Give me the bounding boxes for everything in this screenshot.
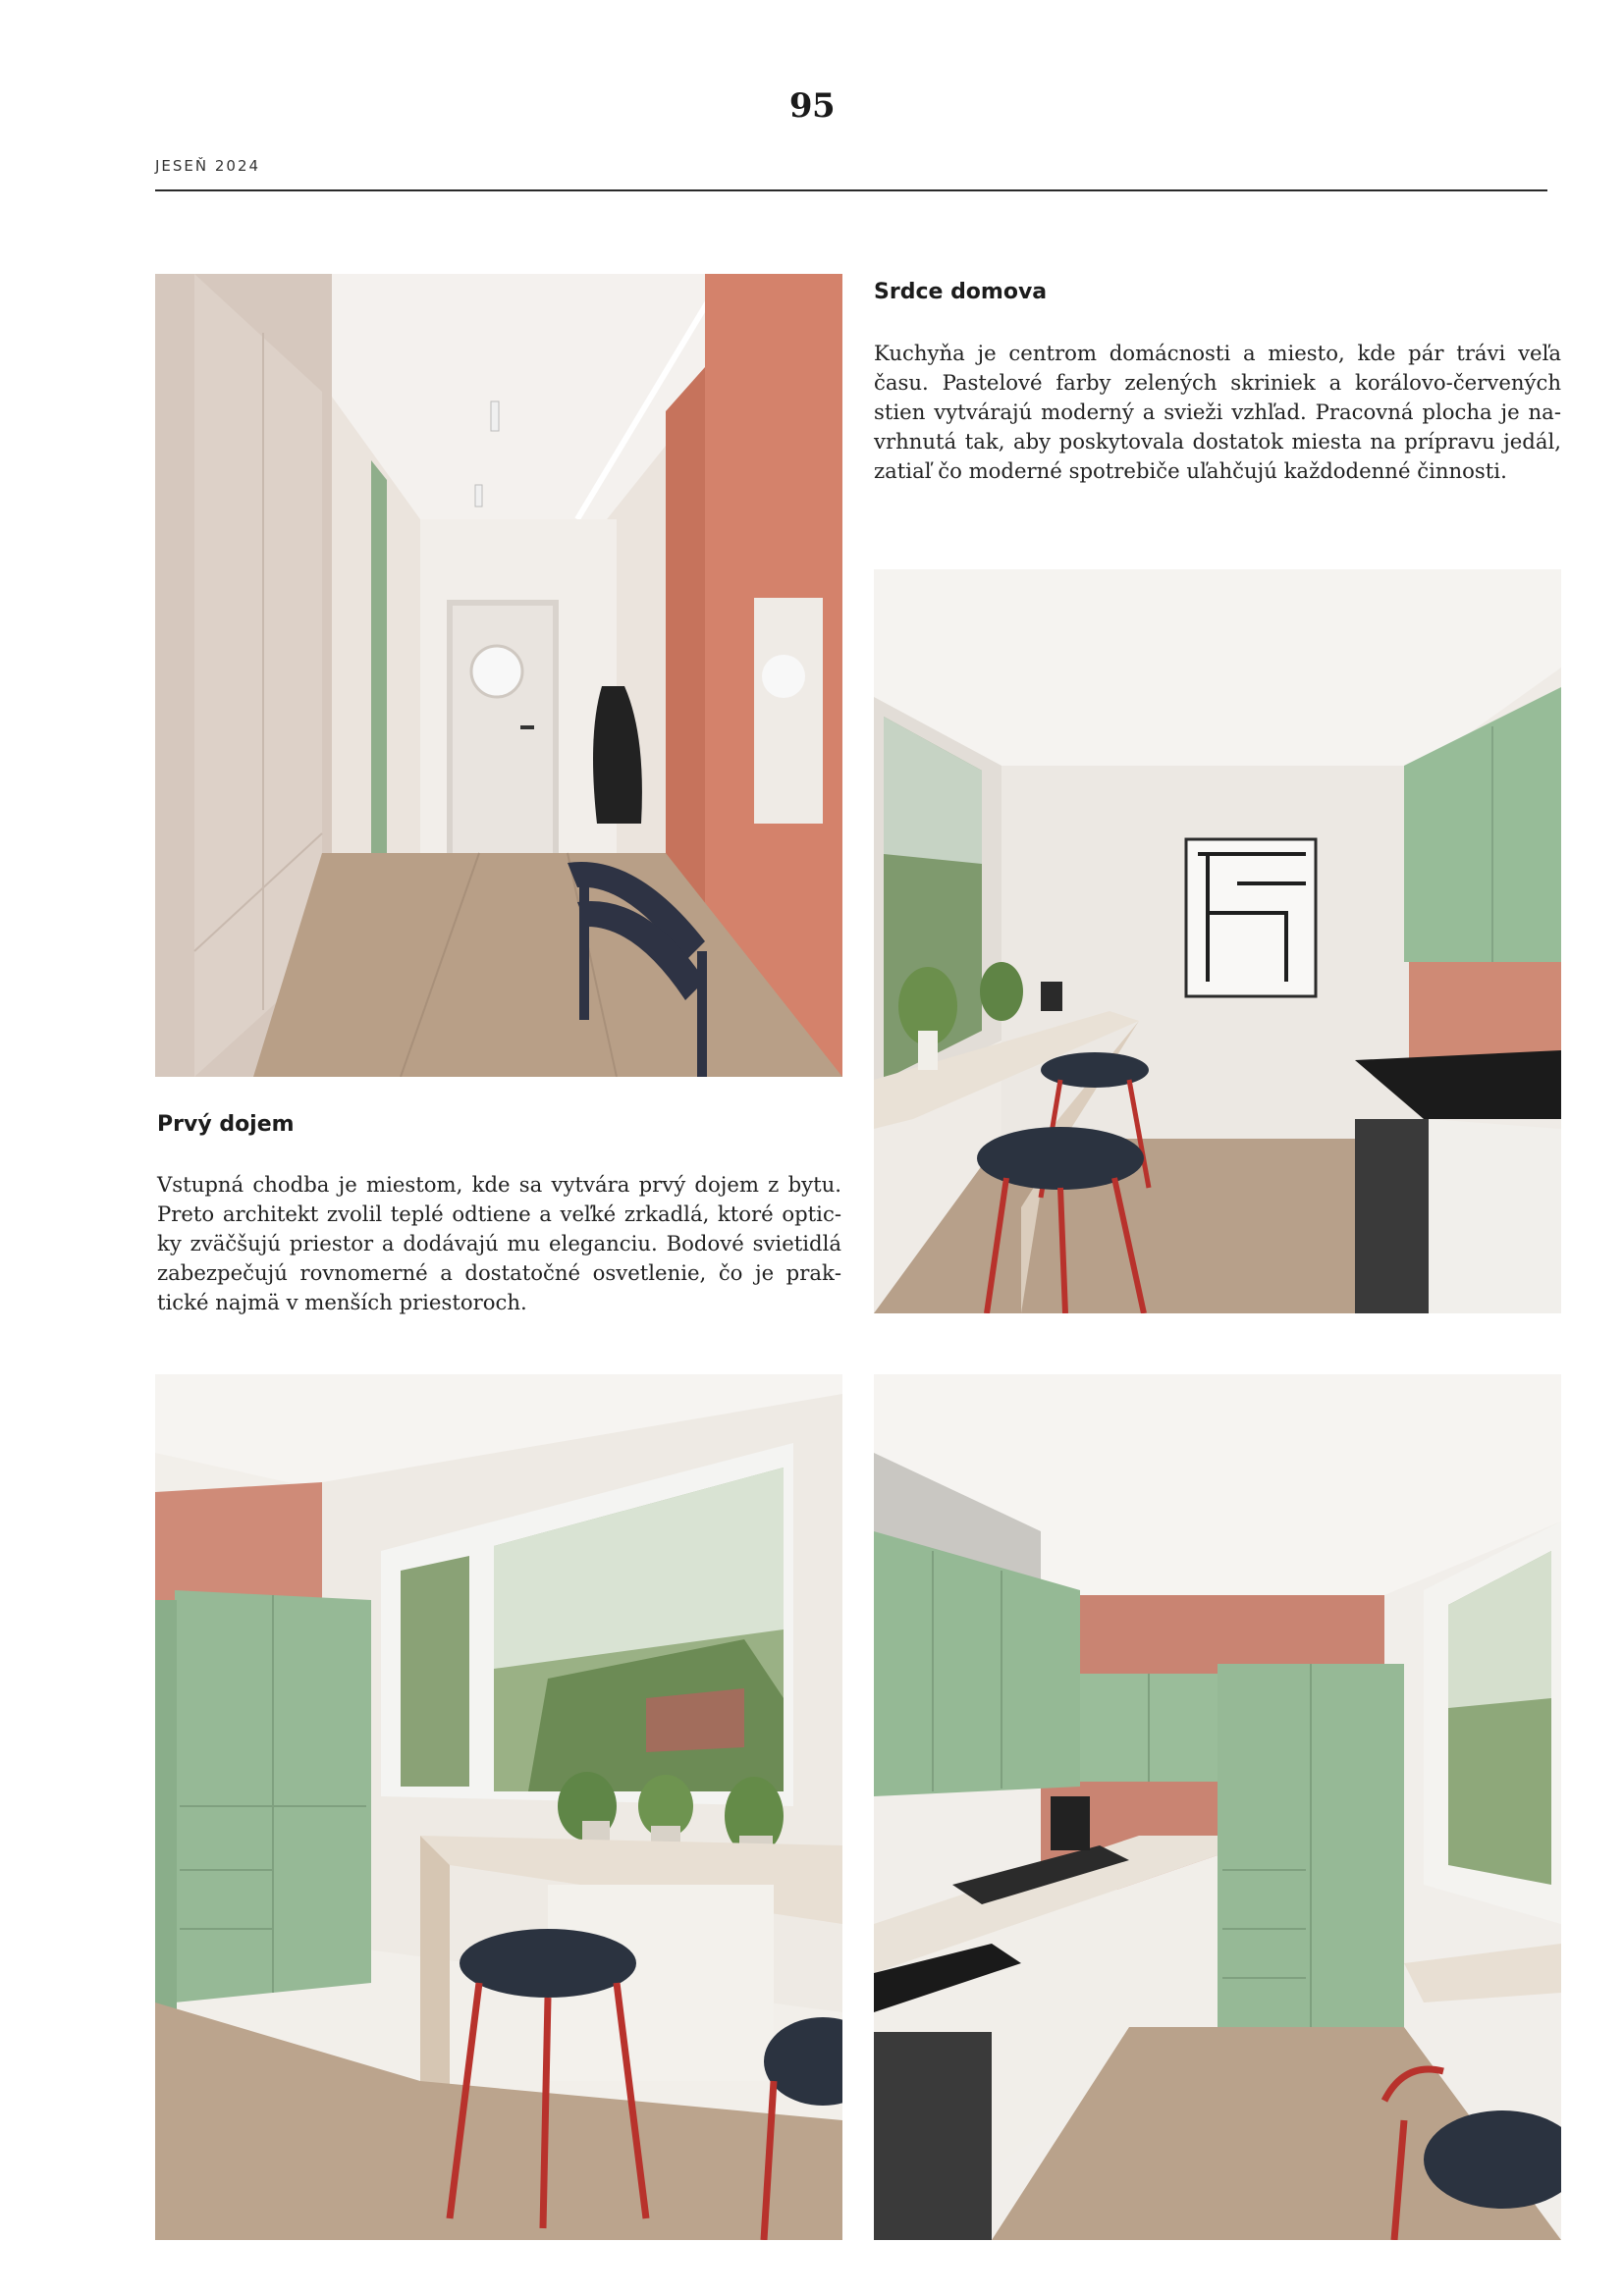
header-rule [155, 189, 1547, 191]
hallway-photo [155, 274, 842, 1077]
impression-body: Vstupná chodba je miestom, kde sa vytvára prvý dojem z bytu. Preto architekt zvolil teplé odtiene a veľké zrkadlá, ktoré opticky zväčšujú priestor a dodávajú mu eleganciu. Bodové svietidlá zabezpečujú rovnomerné a dostatočné osvetlenie, čo je praktické najmä v menších priestoroch. [157, 1172, 841, 1314]
heart-body: Kuchyňa je centrom domácnosti a miesto, kde pár trávi veľa času. Pastelové farby zelených skriniek a korálovo-červených stien vytvárajú moderný a svieži vzhľad. Pracovná plocha je navrhnutá tak, aby poskytovala dostatok miesta na prípravu jedál, zatiaľ čo moderné spotrebiče uľahčujú každodenné činnosti. [874, 341, 1561, 483]
kitchen-counter-photo [874, 569, 1561, 1313]
page-number: 95 [788, 86, 836, 126]
kitchen-overview-photo [874, 1374, 1561, 2240]
issue-label: JESEŇ 2024 [155, 157, 261, 175]
heart-heading: Srdce domova [874, 280, 1048, 304]
green-cabinets-photo [155, 1374, 842, 2240]
impression-heading: Prvý dojem [157, 1112, 295, 1137]
